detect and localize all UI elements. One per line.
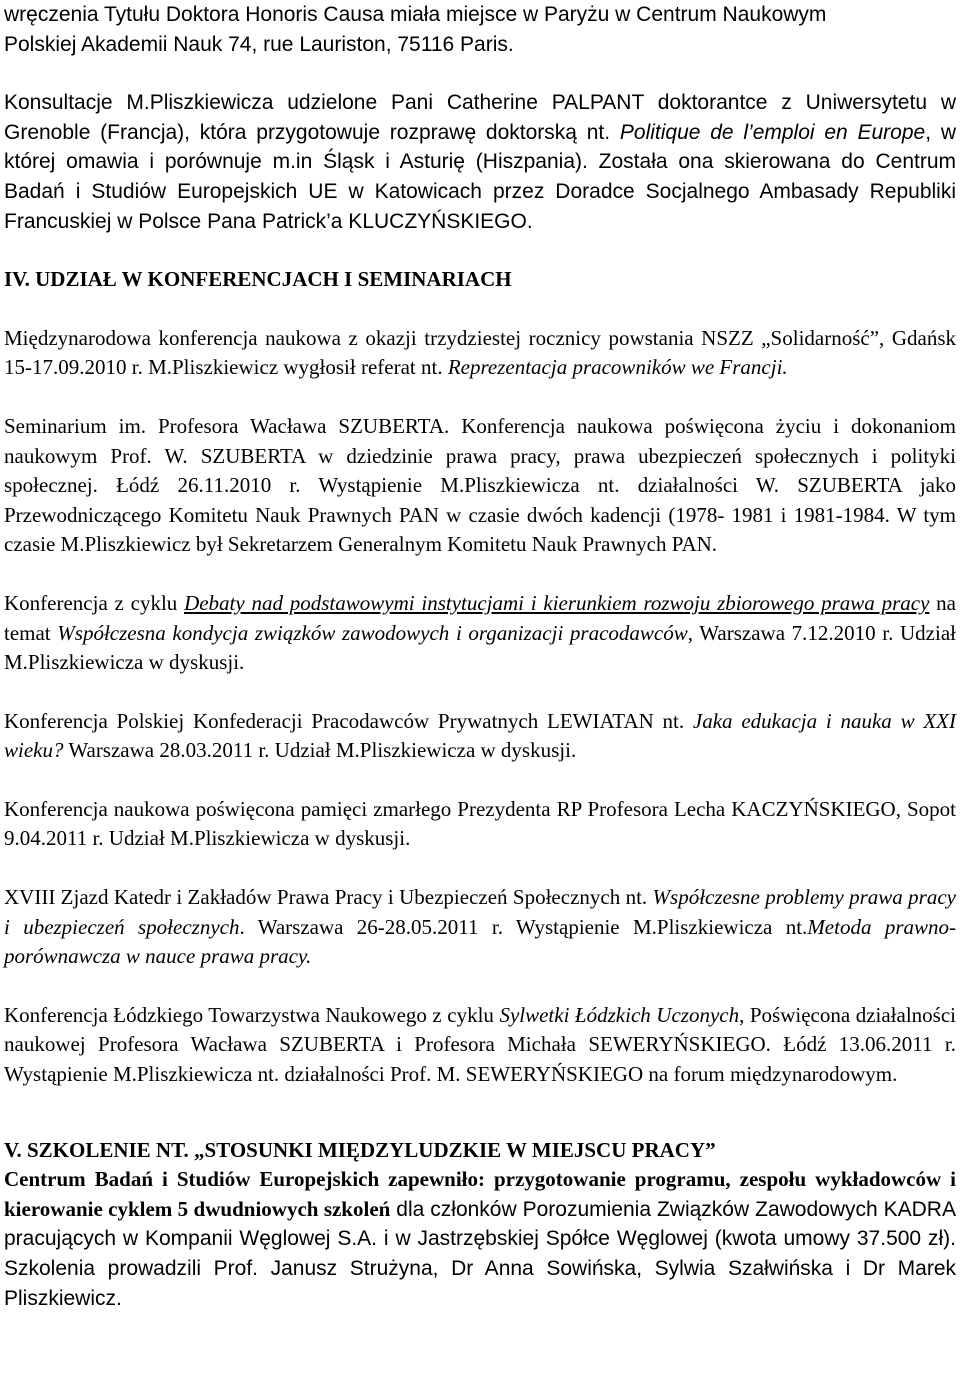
training-paragraph: Centrum Badań i Studiów Europejskich zapewniło: przygotowanie programu, zespołu wykładowców i kierowanie cyklem 5 dwudniowych szkoleń dla członków Porozumienia Związków Zawodowych KADRA pracujących w Kompanii Węglowej S.A. i w Jastrzębskiej Spółce Węglowej (kwota umowy 37.500 zł). Szkolenia prowadzili Prof. Janusz Strużyna, Dr Anna Sowińska, Sylwia Szałwińska i Dr Marek Pliszkiewicz. (4, 1167, 956, 1310)
intro-paragraph (4, 0, 956, 59)
thesis-title: Politique de l’emploi en Europe (619, 120, 926, 144)
topic-title: Współczesna kondycja związków zawodowych i organizacji pracodawców (57, 620, 688, 645)
series-title: Debaty nad podstawowymi instytucjami i kierunkiem rozwoju zbiorowego prawa pracy (184, 590, 930, 615)
conference-xviii-zjazd: XVIII Zjazd Katedr i Zakładów Prawa Pracy i Ubezpieczeń Społecznych nt. Współczesne problemy prawa pracy i ubezpieczeń społecznych. Warszawa 26-28.05.2011 r. Wystąpienie M.Pliszkiewicza nt.Metoda prawno-porównawcza w nauce prawa pracy. (4, 885, 956, 969)
lecture-title: Metoda prawno-porównawcza w nauce prawa pracy. (4, 914, 956, 969)
conference-kaczynski: Konferencja naukowa poświęcona pamięci zmarłego Prezydenta RP Profesora Lecha KACZYŃSKIEGO, Sopot 9.04.2011 r. Udział M.Pliszkiewicza w dyskusji. (4, 796, 956, 851)
intro-line: Polskiej Akademii Nauk 74, rue Lauriston, 75116 Paris. (4, 32, 514, 56)
lecture-title: Reprezentacja pracowników we Francji. (447, 355, 788, 380)
conference-solidarnosc: Międzynarodowa konferencja naukowa z okazji trzydziestej rocznicy powstania NSZZ „Solidarność”, Gdańsk 15-17.09.2010 r. M.Pliszkiewicz wygłosił referat nt. Reprezentacja pracowników we Francji. (4, 325, 956, 380)
conference-title: Współczesne problemy prawa pracy i ubezpieczeń społecznych (4, 885, 956, 939)
conference-ltn: Konferencja Łódzkiego Towarzystwa Naukowego z cyklu Sylwetki Łódzkich Uczonych, Poświęcona działalności naukowej Profesora Wacława SZUBERTA i Profesora Michała SEWERYŃSKIEGO. Łódź 13.06.2011 r. Wystąpienie M.Pliszkiewicza nt. działalności Prof. M. SEWERYŃSKIEGO na forum międzynarodowym. (4, 1002, 956, 1087)
section-heading-iv: IV. UDZIAŁ W KONFERENCJACH I SEMINARIACH (4, 267, 512, 292)
intro-line: wręczenia Tytułu Doktora Honoris Causa miała miejsce w Paryżu w Centrum Naukowym (4, 3, 827, 26)
conference-title: Jaka edukacja i nauka w XXI wieku? (4, 708, 956, 763)
conference-debaty: Konferencja z cyklu Debaty nad podstawowymi instytucjami i kierunkiem rozwoju zbiorowego prawa pracy na temat Współczesna kondycja związków zawodowych i organizacji pracodawców, Warszawa 7.12.2010 r. Udział M.Pliszkiewicza w dyskusji. (4, 590, 956, 675)
seminar-szuberta: Seminarium im. Profesora Wacława SZUBERTA. Konferencja naukowa poświęcona życiu i dokonaniom naukowym Prof. W. SZUBERTA w dziedzinie prawa pracy, prawa ubezpieczeń społecznych i polityki społecznej. Łódź 26.11.2010 r. Wystąpienie M.Pliszkiewicza nt. działalności W. SZUBERTA jako Przewodniczącego Komitetu Nauk Prawnych PAN w czasie dwóch kadencji (1978- 1981 i 1981-1984. W tym czasie M.Pliszkiewicz był Sekretarzem Generalnym Komitetu Nauk Prawnych PAN. (4, 413, 956, 557)
series-title: Sylwetki Łódzkich Uczonych (499, 1002, 740, 1027)
palpant-paragraph: Konsultacje M.Pliszkiewicza udzielone Pani Catherine PALPANT doktorantce z Uniwersytetu w Grenoble (Francja), która przygotowuje rozprawę doktorską nt. Politique de l’emploi en Europe, w której omawia i porównuje m.in Śląsk i Asturię (Hiszpania). Została ona skierowana do Centrum Badań i Studiów Europejskich UE w Katowicach przez Doradce Socjalnego Ambasady Republiki Francuskiej w Polsce Pana Patrick’a KLUCZYŃSKIEGO. (4, 91, 956, 233)
conference-lewiatan: Konferencja Polskiej Konfederacji Pracodawców Prywatnych LEWIATAN nt. Jaka edukacja i nauka w XXI wieku? Warszawa 28.03.2011 r. Udział M.Pliszkiewicza w dyskusji. (4, 708, 956, 763)
section-heading-v: V. SZKOLENIE NT. „STOSUNKI MIĘDZYLUDZKIE W MIEJSCU PRACY” (4, 1137, 716, 1162)
